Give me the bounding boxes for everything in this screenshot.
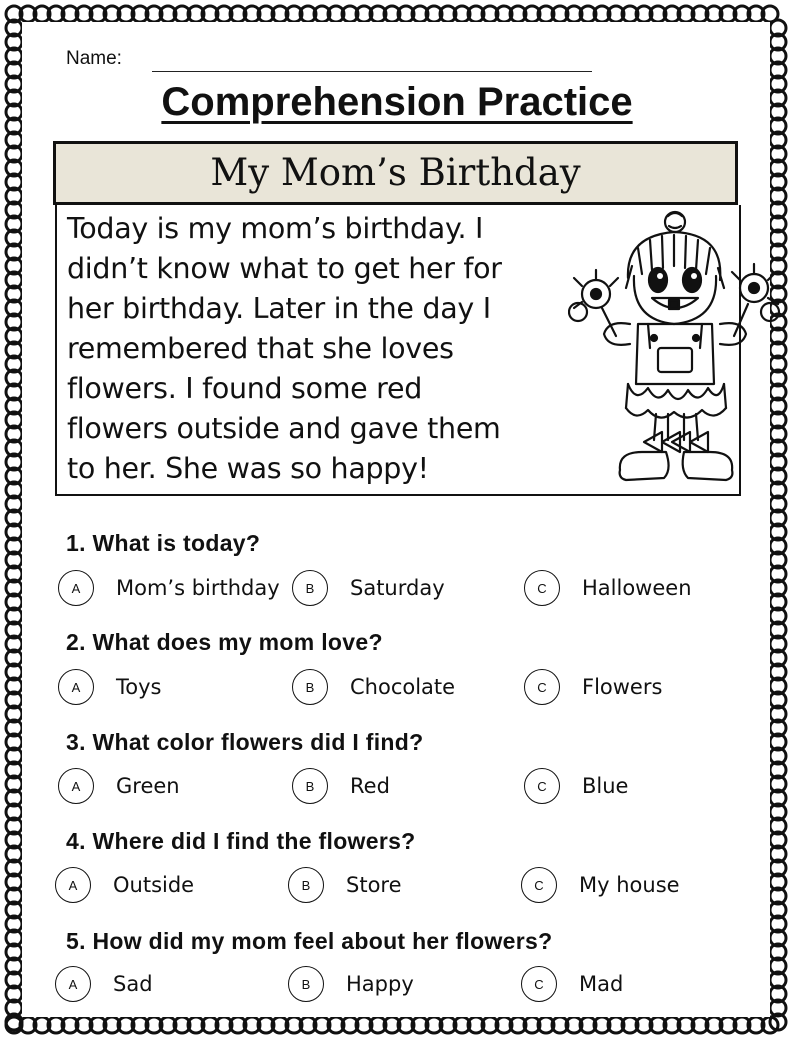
answer-bubble-icon[interactable]: A (55, 867, 91, 903)
option-label: Toys (116, 675, 162, 699)
question-2-option-b[interactable] (292, 669, 455, 705)
answer-bubble-icon[interactable]: B (292, 570, 328, 606)
option-label: Mad (579, 972, 624, 996)
page-title (0, 80, 794, 125)
question-2-text: 2. What does my mom love? (66, 629, 383, 655)
answer-bubble-icon[interactable]: B (288, 867, 324, 903)
question-1-option-b[interactable] (292, 570, 445, 606)
option-label: Flowers (582, 675, 663, 699)
question-3-text: 3. What color flowers did I find? (66, 729, 424, 755)
story-text (67, 209, 587, 489)
question-3-option-b[interactable] (292, 768, 390, 804)
question-4-option-c[interactable] (521, 867, 680, 903)
question-5-text: 5. How did my mom feel about her flowers? (66, 928, 553, 954)
answer-bubble-icon[interactable]: C (524, 570, 560, 606)
option-label: Happy (346, 972, 414, 996)
question-2-option-c[interactable] (524, 669, 662, 705)
question-1-option-c[interactable] (524, 570, 692, 606)
option-label: Sad (113, 972, 153, 996)
answer-bubble-icon[interactable]: C (524, 768, 560, 804)
answer-bubble-icon[interactable]: C (524, 669, 560, 705)
option-label: Chocolate (350, 675, 456, 699)
question-5-option-a[interactable] (55, 966, 153, 1002)
story-line: remembered that she loves (67, 332, 454, 365)
answer-bubble-icon[interactable]: B (288, 966, 324, 1002)
answer-bubble-icon[interactable]: A (55, 966, 91, 1002)
option-label: Mom’s birthday (116, 576, 280, 600)
story-line: Today is my mom’s birthday. I (67, 212, 484, 245)
option-label: My house (579, 873, 680, 897)
answer-bubble-icon[interactable]: C (521, 867, 557, 903)
girl-with-flowers-illustration (568, 208, 782, 490)
question-1-text: 1. What is today? (66, 530, 261, 556)
answer-bubble-icon[interactable]: C (521, 966, 557, 1002)
question-4-option-b[interactable] (288, 867, 402, 903)
option-label: Red (350, 774, 390, 798)
question-5-option-b[interactable] (288, 966, 414, 1002)
option-label: Saturday (350, 576, 445, 600)
answer-bubble-icon[interactable]: A (58, 570, 94, 606)
page-title-text: Comprehension Practice (161, 80, 633, 124)
option-label: Outside (113, 873, 195, 897)
option-label: Store (346, 873, 402, 897)
answer-bubble-icon[interactable]: B (292, 669, 328, 705)
question-4-option-a[interactable] (55, 867, 194, 903)
answer-bubble-icon[interactable]: A (58, 669, 94, 705)
question-1-option-a[interactable] (58, 570, 280, 606)
option-label: Halloween (582, 576, 692, 600)
name-input-line[interactable] (152, 71, 592, 72)
option-label: Blue (582, 774, 629, 798)
story-line: didn’t know what to get her for (67, 252, 502, 285)
question-3-option-a[interactable] (58, 768, 180, 804)
story-line: to her. She was so happy! (67, 452, 429, 485)
question-5-option-c[interactable] (521, 966, 623, 1002)
option-label: Green (116, 774, 180, 798)
story-line: flowers. I found some red (67, 372, 422, 405)
question-3-option-c[interactable] (524, 768, 628, 804)
name-label: Name: (66, 48, 122, 69)
answer-bubble-icon[interactable]: B (292, 768, 328, 804)
story-title: My Mom’s Birthday (53, 141, 738, 205)
question-2-option-a[interactable] (58, 669, 161, 705)
story-line: her birthday. Later in the day I (67, 292, 491, 325)
question-4-text: 4. Where did I find the flowers? (66, 828, 416, 854)
story-line: flowers outside and gave them (67, 412, 501, 445)
answer-bubble-icon[interactable]: A (58, 768, 94, 804)
